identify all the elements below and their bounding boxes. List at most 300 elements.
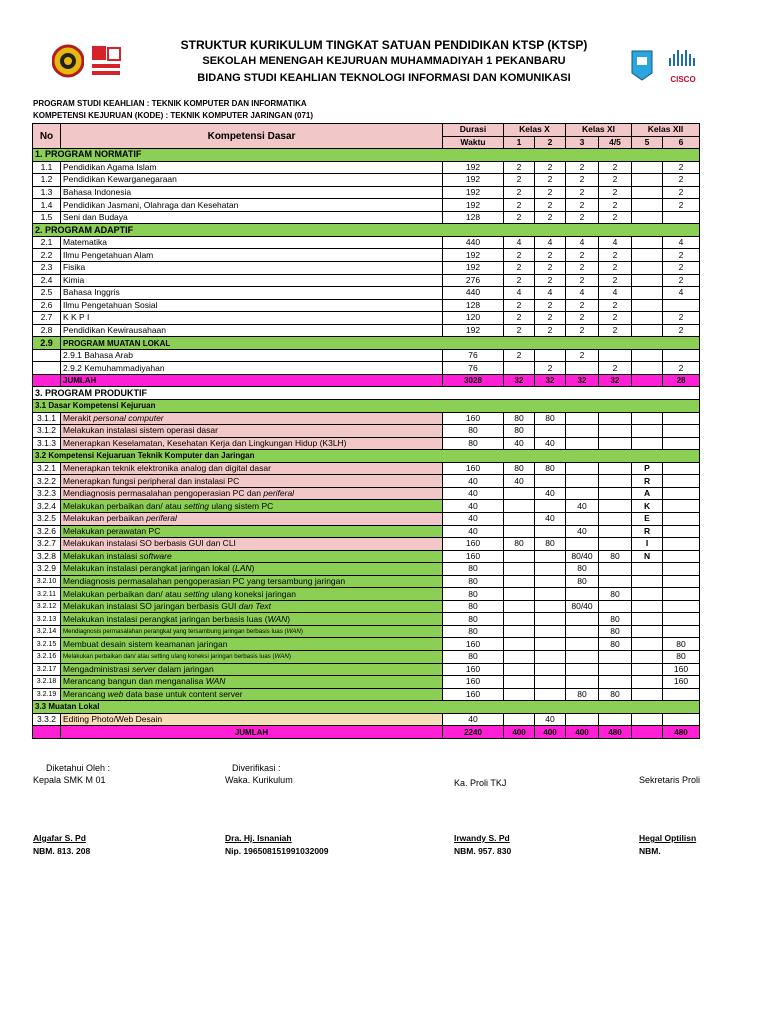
row-s2: 2 <box>535 211 566 224</box>
row-no: 3.1.3 <box>33 437 61 450</box>
kd-text: Melakukan perawatan PC <box>63 525 161 536</box>
row-kompetensi <box>61 475 443 488</box>
row-s1 <box>504 512 535 525</box>
row-d: 160 <box>443 638 504 651</box>
row-no: 3.2.14 <box>33 625 61 638</box>
row-d: 76 <box>443 349 504 362</box>
row-kompetensi: Pendidikan Kewarganegaraan <box>61 174 443 187</box>
row-s4: 80 <box>599 638 632 651</box>
row-s6: 2 <box>663 174 700 187</box>
row-s4 <box>599 575 632 588</box>
row-no <box>33 374 61 387</box>
kd-text-italic: WAN <box>267 613 288 624</box>
row-s5 <box>632 274 663 287</box>
row-s6 <box>663 713 700 726</box>
table-row <box>33 274 700 287</box>
row-s4: 2 <box>599 211 632 224</box>
row-s2 <box>535 676 566 689</box>
row-no: 3.2.1 <box>33 462 61 475</box>
row-s6 <box>663 425 700 438</box>
row-d: 40 <box>443 487 504 500</box>
kd-text: Melakukan perbaikan dan/ atau setting ulang koneksi jaringan berbasis luas ( <box>63 653 275 661</box>
jumlah-row-adaptif <box>33 374 700 387</box>
kd-text-italic: setting <box>183 500 210 511</box>
row-s6 <box>663 211 700 224</box>
row-s6: 2 <box>663 312 700 325</box>
row-kompetensi: Ilmu Pengetahuan Sosial <box>61 299 443 312</box>
kd-text: Merakit <box>63 412 94 423</box>
row-s6: 160 <box>663 663 700 676</box>
row-s1 <box>504 650 535 663</box>
row-kompetensi <box>61 575 443 588</box>
kd-text: Melakukan instalasi sistem operasi dasar <box>63 425 218 436</box>
row-s6: 4 <box>663 287 700 300</box>
row-d: 192 <box>443 324 504 337</box>
row-s2: 2 <box>535 312 566 325</box>
row-s1: 2 <box>504 274 535 287</box>
row-s4: 2 <box>599 299 632 312</box>
row-s3: 2 <box>566 274 599 287</box>
row-s4 <box>599 349 632 362</box>
row-kompetensi <box>61 412 443 425</box>
row-no: 1.2 <box>33 174 61 187</box>
jumlah-s5 <box>632 726 663 739</box>
row-kompetensi <box>61 650 443 663</box>
signer-2-nip: Nip. 196508151991032009 <box>225 846 329 856</box>
table-row <box>33 638 700 651</box>
row-s1: 80 <box>504 462 535 475</box>
row-no <box>33 362 61 375</box>
row-s2 <box>535 575 566 588</box>
row-no: 2.5 <box>33 287 61 300</box>
row-s1: 2 <box>504 262 535 275</box>
kd-text: Merancang <box>63 688 108 699</box>
row-s5 <box>632 312 663 325</box>
kd-text-suffix: ) <box>287 613 291 624</box>
row-s3 <box>566 613 599 626</box>
row-s2: 2 <box>535 324 566 337</box>
row-s2 <box>535 663 566 676</box>
kd-text: Melakukan instalasi SO berbasis GUI dan CLI <box>63 538 236 549</box>
mulok-title: PROGRAM MUATAN LOKAL <box>61 337 700 350</box>
section-title: 3.3 Muatan Lokal <box>33 701 700 714</box>
row-s1: 2 <box>504 299 535 312</box>
jumlah-label: JUMLAH <box>61 726 443 739</box>
table-row <box>33 713 700 726</box>
row-s1: 80 <box>504 425 535 438</box>
sekretaris-label: Sekretaris Proli <box>639 775 701 785</box>
row-s5 <box>632 211 663 224</box>
header-waktu: Waktu <box>443 136 504 149</box>
row-s4: 80 <box>599 588 632 601</box>
row-d: 160 <box>443 538 504 551</box>
row-no: 3.2.17 <box>33 663 61 676</box>
row-kompetensi: Matematika <box>61 236 443 249</box>
row-s1: 40 <box>504 475 535 488</box>
row-s1: 80 <box>504 412 535 425</box>
row-no: 3.1.1 <box>33 412 61 425</box>
table-row <box>33 211 700 224</box>
row-d: 120 <box>443 312 504 325</box>
row-s1 <box>504 550 535 563</box>
row-s6 <box>663 600 700 613</box>
row-no: 1.4 <box>33 199 61 212</box>
row-no: 3.2.9 <box>33 563 61 576</box>
row-s3 <box>566 475 599 488</box>
row-s3: 2 <box>566 249 599 262</box>
row-s2: 2 <box>535 274 566 287</box>
row-s6: 4 <box>663 236 700 249</box>
row-s1 <box>504 676 535 689</box>
table-row <box>33 362 700 375</box>
row-no: 1.5 <box>33 211 61 224</box>
table-row <box>33 550 700 563</box>
row-s5 <box>632 186 663 199</box>
jumlah-s1: 32 <box>504 374 535 387</box>
row-kompetensi <box>61 613 443 626</box>
row-kompetensi: K K P I <box>61 312 443 325</box>
prakerin-letter: A <box>632 487 663 500</box>
row-s4: 80 <box>599 625 632 638</box>
row-kompetensi <box>61 600 443 613</box>
row-s1: 4 <box>504 287 535 300</box>
table-row <box>33 525 700 538</box>
row-no: 3.2.10 <box>33 575 61 588</box>
row-s3 <box>566 588 599 601</box>
row-kompetensi: Kimia <box>61 274 443 287</box>
prakerin-letter: N <box>632 550 663 563</box>
kd-text-italic: server <box>131 663 156 674</box>
row-kompetensi <box>61 663 443 676</box>
row-s1: 4 <box>504 236 535 249</box>
row-d: 192 <box>443 262 504 275</box>
row-s1 <box>504 600 535 613</box>
row-kompetensi <box>61 676 443 689</box>
document-title: STRUKTUR KURIKULUM TINGKAT SATUAN PENDIDIKAN KTSP (KTSP) <box>180 38 588 52</box>
row-s4: 2 <box>599 249 632 262</box>
section-muatan-lokal <box>33 701 700 714</box>
row-no: 2.3 <box>33 262 61 275</box>
row-s3: 2 <box>566 199 599 212</box>
row-kompetensi: Bahasa Indonesia <box>61 186 443 199</box>
row-s5 <box>632 663 663 676</box>
diketahui-label: Diketahui Oleh : <box>46 763 111 773</box>
row-s1 <box>504 625 535 638</box>
row-s4: 2 <box>599 186 632 199</box>
row-s6 <box>663 538 700 551</box>
row-s3: 2 <box>566 186 599 199</box>
row-s5 <box>632 588 663 601</box>
kd-text: Melakukan perbaikan <box>63 513 147 524</box>
jumlah-s3: 32 <box>566 374 599 387</box>
row-kompetensi <box>61 550 443 563</box>
row-no: 3.2.7 <box>33 538 61 551</box>
row-kompetensi <box>61 437 443 450</box>
row-s6 <box>663 412 700 425</box>
row-s3: 80 <box>566 688 599 701</box>
row-no: 3.2.11 <box>33 588 61 601</box>
row-d: 160 <box>443 550 504 563</box>
row-kompetensi <box>61 638 443 651</box>
row-s5 <box>632 625 663 638</box>
row-d: 160 <box>443 676 504 689</box>
kd-text-italic: LAN <box>234 563 252 574</box>
row-s2 <box>535 349 566 362</box>
row-s6 <box>663 512 700 525</box>
kd-text-italic: setting <box>183 588 210 599</box>
row-s5 <box>632 199 663 212</box>
row-d: 40 <box>443 475 504 488</box>
row-s1 <box>504 487 535 500</box>
table-row <box>33 487 700 500</box>
kd-text-italic: WAN <box>286 628 301 636</box>
kd-text: Menerapkan Keselamatan, Kesehatan Kerja dan Lingkungan Hidup (K3LH) <box>63 437 347 448</box>
row-no: 3.2.12 <box>33 600 61 613</box>
jumlah-s2: 32 <box>535 374 566 387</box>
row-s2: 80 <box>535 538 566 551</box>
jumlah-d: 2240 <box>443 726 504 739</box>
row-d: 440 <box>443 236 504 249</box>
row-s1: 2 <box>504 174 535 187</box>
signer-3-nbm: NBM. 957. 830 <box>454 846 512 856</box>
row-s1 <box>504 663 535 676</box>
row-d: 80 <box>443 650 504 663</box>
row-s3: 2 <box>566 262 599 275</box>
row-kompetensi: Pendidikan Kewirausahaan <box>61 324 443 337</box>
row-s6: 2 <box>663 249 700 262</box>
row-d: 40 <box>443 525 504 538</box>
table-row <box>33 663 700 676</box>
row-s5 <box>632 575 663 588</box>
kd-text: Membuat desain sistem keamanan jaringan <box>63 638 228 649</box>
row-s1 <box>504 588 535 601</box>
row-kompetensi: Editing Photo/Web Desain <box>61 713 443 726</box>
row-s6: 2 <box>663 262 700 275</box>
row-s2: 80 <box>535 412 566 425</box>
row-s2: 2 <box>535 186 566 199</box>
table-row <box>33 500 700 513</box>
kd-text: Melakukan perbaikan dan/ atau <box>63 588 184 599</box>
table-row <box>33 287 700 300</box>
jumlah-s4: 480 <box>599 726 632 739</box>
row-s2: 2 <box>535 161 566 174</box>
row-kompetensi: 2.9.1 Bahasa Arab <box>61 349 443 362</box>
kd-text-italic: periferal <box>263 488 295 499</box>
row-s4 <box>599 713 632 726</box>
row-s4 <box>599 500 632 513</box>
header-sem-2: 2 <box>535 136 566 149</box>
row-kompetensi <box>61 538 443 551</box>
table-row <box>33 349 700 362</box>
row-no: 2.4 <box>33 274 61 287</box>
kd-text: Melakukan instalasi <box>63 550 140 561</box>
header-kelas-xii: Kelas XII <box>632 124 700 137</box>
kd-text-suffix: ) <box>300 628 303 636</box>
row-no: 2.7 <box>33 312 61 325</box>
row-s2 <box>535 600 566 613</box>
row-d: 40 <box>443 512 504 525</box>
kompetensi-kejuruan: KOMPETENSI KEJURUAN (KODE) : TEKNIK KOMPUTER JARINGAN (071) <box>33 111 314 120</box>
row-no: 3.2.19 <box>33 688 61 701</box>
row-s2 <box>535 500 566 513</box>
row-d: 276 <box>443 274 504 287</box>
row-s6 <box>663 462 700 475</box>
row-s4: 80 <box>599 550 632 563</box>
row-kompetensi <box>61 512 443 525</box>
curriculum-table <box>32 123 700 739</box>
row-s4: 2 <box>599 262 632 275</box>
kd-text: Melakukan instalasi perangkat jaringan lokal ( <box>63 563 235 574</box>
jumlah-s5 <box>632 374 663 387</box>
row-no: 1.3 <box>33 186 61 199</box>
row-s5 <box>632 613 663 626</box>
row-s1: 40 <box>504 437 535 450</box>
header-kompetensi-dasar: Kompetensi Dasar <box>61 124 443 149</box>
row-s6 <box>663 349 700 362</box>
signer-4-name: Hegal Optilisn <box>639 833 697 843</box>
row-s1: 2 <box>504 211 535 224</box>
row-s3 <box>566 676 599 689</box>
row-s3 <box>566 663 599 676</box>
kd-text-suffix: data base untuk content server <box>123 688 243 699</box>
row-s4: 2 <box>599 312 632 325</box>
row-s5 <box>632 437 663 450</box>
row-d: 192 <box>443 249 504 262</box>
table-row <box>33 462 700 475</box>
row-s4: 80 <box>599 613 632 626</box>
table-row <box>33 236 700 249</box>
section-dasar-kompetensi <box>33 400 700 413</box>
row-s3: 2 <box>566 324 599 337</box>
header-sem-5: 5 <box>632 136 663 149</box>
row-s6: 80 <box>663 650 700 663</box>
row-kompetensi: Pendidikan Agama Islam <box>61 161 443 174</box>
table-row <box>33 688 700 701</box>
signer-4-nbm: NBM. <box>639 846 661 856</box>
row-s1: 2 <box>504 186 535 199</box>
row-s4 <box>599 487 632 500</box>
row-kompetensi <box>61 588 443 601</box>
row-d: 160 <box>443 688 504 701</box>
kd-text: Menerapkan teknik elektronika analog dan digital dasar <box>63 463 271 474</box>
table-row <box>33 538 700 551</box>
row-no: 3.2.5 <box>33 512 61 525</box>
row-no <box>33 349 61 362</box>
row-d: 128 <box>443 299 504 312</box>
row-kompetensi <box>61 688 443 701</box>
kd-text-suffix: dalam jaringan <box>155 663 214 674</box>
row-s2 <box>535 650 566 663</box>
row-s3: 80 <box>566 575 599 588</box>
row-d: 128 <box>443 211 504 224</box>
row-s4: 2 <box>599 362 632 375</box>
prakerin-letter: K <box>632 500 663 513</box>
row-d: 192 <box>443 199 504 212</box>
row-s2 <box>535 425 566 438</box>
row-s4 <box>599 650 632 663</box>
row-s6 <box>663 688 700 701</box>
row-s5 <box>632 676 663 689</box>
row-s2: 40 <box>535 512 566 525</box>
table-row <box>33 588 700 601</box>
row-s4 <box>599 437 632 450</box>
row-kompetensi: Fisika <box>61 262 443 275</box>
row-d: 440 <box>443 287 504 300</box>
kd-text: Mengadministrasi <box>63 663 132 674</box>
row-s2 <box>535 588 566 601</box>
row-s3: 2 <box>566 211 599 224</box>
row-kompetensi: Ilmu Pengetahuan Alam <box>61 249 443 262</box>
row-s4: 4 <box>599 236 632 249</box>
row-d: 80 <box>443 437 504 450</box>
row-kompetensi <box>61 563 443 576</box>
row-d: 80 <box>443 600 504 613</box>
row-s6: 2 <box>663 362 700 375</box>
header-no: No <box>33 124 61 149</box>
row-s3: 2 <box>566 161 599 174</box>
jumlah-s3: 400 <box>566 726 599 739</box>
prakerin-letter: P <box>632 462 663 475</box>
table-row <box>33 600 700 613</box>
table-row <box>33 650 700 663</box>
row-s4 <box>599 462 632 475</box>
row-no: 3.2.8 <box>33 550 61 563</box>
row-s6 <box>663 487 700 500</box>
row-s4: 4 <box>599 287 632 300</box>
row-s3 <box>566 462 599 475</box>
row-s6: 2 <box>663 324 700 337</box>
row-no: 1.1 <box>33 161 61 174</box>
row-s4: 2 <box>599 199 632 212</box>
row-s2 <box>535 638 566 651</box>
row-s2 <box>535 550 566 563</box>
kd-text: Mendiagnosis permasalahan pengoperasian PC dan <box>63 488 264 499</box>
row-no: 2.8 <box>33 324 61 337</box>
row-s2: 2 <box>535 362 566 375</box>
row-s4 <box>599 475 632 488</box>
row-kompetensi <box>61 425 443 438</box>
row-s2: 40 <box>535 487 566 500</box>
row-no: 3.2.4 <box>33 500 61 513</box>
row-s6 <box>663 575 700 588</box>
kd-text: Mendiagnosis permasalahan pengoperasian PC yang tersambung jaringan <box>63 575 346 586</box>
row-d: 80 <box>443 425 504 438</box>
row-kompetensi: Seni dan Budaya <box>61 211 443 224</box>
row-s5 <box>632 638 663 651</box>
row-s3 <box>566 538 599 551</box>
row-s1 <box>504 500 535 513</box>
row-d: 40 <box>443 500 504 513</box>
row-no: 2.9 <box>33 337 61 350</box>
row-no: 2.2 <box>33 249 61 262</box>
table-row <box>33 676 700 689</box>
row-s6 <box>663 299 700 312</box>
row-s1 <box>504 525 535 538</box>
section-kompetensi-kejuruan <box>33 450 700 463</box>
row-s1 <box>504 688 535 701</box>
kd-text: Merancang bangun dan menganalisa <box>63 676 206 687</box>
row-s5 <box>632 249 663 262</box>
row-no: 3.1.2 <box>33 425 61 438</box>
row-kompetensi <box>61 462 443 475</box>
row-s1: 2 <box>504 249 535 262</box>
row-s5 <box>632 161 663 174</box>
table-row <box>33 512 700 525</box>
row-s3: 80/40 <box>566 600 599 613</box>
row-s1: 2 <box>504 349 535 362</box>
row-d: 192 <box>443 161 504 174</box>
row-s6 <box>663 563 700 576</box>
